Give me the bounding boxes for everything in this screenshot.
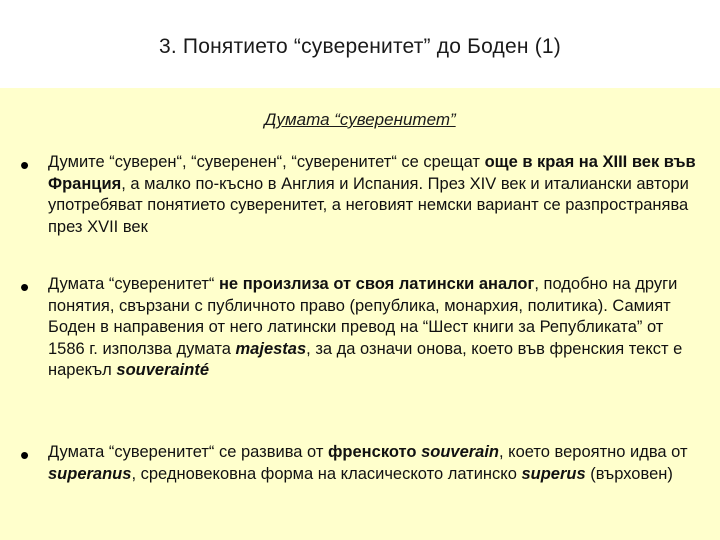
slide-title: 3. Понятието “суверенитет” до Боден (1) (158, 35, 561, 58)
bullet-text: Думите “суверен“, “суверенен“, “суверенитет“ се срещат още в края на XIII век във Франция, а малко по-късно в Англия и Испания. През XIV век и италиански автори употребяват понятието суверенитет, а неговият немски вариант се разпространява през XVII век (48, 153, 696, 236)
bullet-item (20, 274, 700, 382)
slide-subtitle: Думата “суверенитет” (264, 110, 456, 129)
slide-header (0, 0, 720, 88)
bullet-dot-icon: • (20, 150, 30, 180)
bullet-item (20, 442, 700, 485)
bullet-dot-icon: • (20, 272, 30, 302)
bullet-text: Думата “суверенитет“ не произлиза от своя латински аналог, подобно на други понятия, свързани с публичното право (република, монархия, политика). Самият Боден в направения от него латински превод на “Шест книги за Републиката” от 1586 г. използва думата majestas, за да означи онова, което във френския текст е нарекъл souverainté (48, 275, 683, 379)
bullet-dot-icon: • (20, 440, 30, 470)
bullet-text: Думата “суверенитет“ се развива от френското souverain, което вероятно идва от superanus, средновековна форма на класическото латинско superus (върховен) (48, 443, 688, 483)
slide-content (0, 88, 720, 540)
bullet-item (20, 152, 700, 238)
